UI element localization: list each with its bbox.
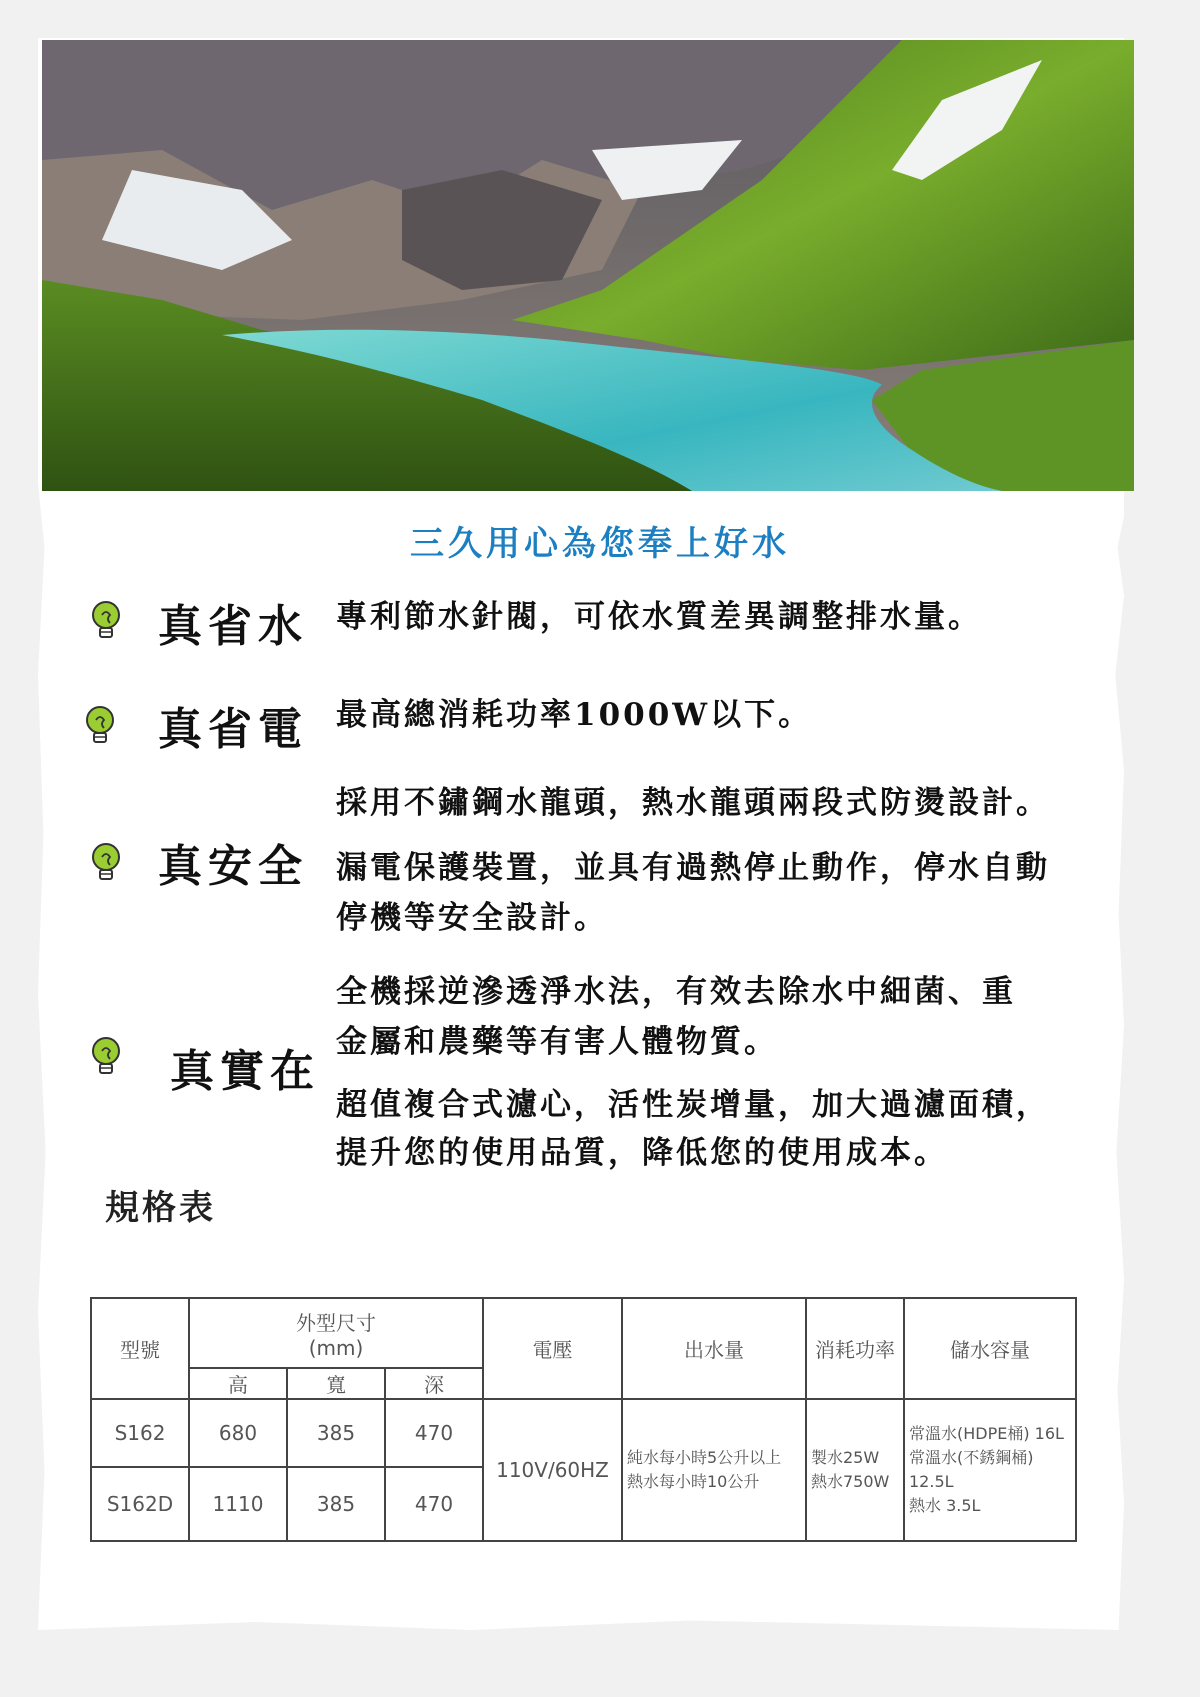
feature-desc-value-1: 全機採逆滲透淨水法，有效去除水中細菌、重 [336,974,1016,1010]
feature-desc-water-saving: 專利節水針閥，可依水質差異調整排水量。 [336,599,982,635]
header-width: 寬 [287,1368,385,1399]
feature-label-safety: 真安全 [158,841,308,892]
feature-label-power-saving: 真省電 [158,704,308,755]
feature-desc-safety-1: 採用不鏽鋼水龍頭，熱水龍頭兩段式防燙設計。 [336,785,1050,821]
cell-output [622,1399,806,1541]
feature-desc-value-2: 金屬和農藥等有害人體物質。 [336,1024,778,1060]
cell-storage [904,1399,1076,1541]
feature-desc-safety-3: 停機等安全設計。 [336,900,608,936]
header-output: 出水量 [622,1298,806,1399]
spec-table-title: 規格表 [105,1188,216,1228]
cell-output-line: 純水每小時5公升以上 [627,1448,782,1467]
feature-label-water-saving: 真省水 [158,601,308,652]
cell-width: 385 [287,1399,385,1467]
header-voltage: 電壓 [483,1298,622,1399]
cell-width: 385 [287,1467,385,1541]
header-storage: 儲水容量 [904,1298,1076,1399]
header-model: 型號 [91,1298,189,1399]
cell-depth: 470 [385,1399,483,1467]
lightbulb-icon [90,1036,122,1076]
table-row [91,1399,1076,1467]
header-height: 高 [189,1368,287,1399]
mountain-lake-photo [42,40,1134,491]
cell-output-line: 熱水每小時10公升 [627,1472,760,1491]
lightbulb-icon [90,842,122,882]
cell-height: 1110 [189,1467,287,1541]
cell-power-line: 熱水750W [811,1472,890,1491]
cell-depth: 470 [385,1467,483,1541]
cell-power [806,1399,904,1541]
cell-storage-line: 常溫水(HDPE桶) 16L [909,1424,1064,1443]
feature-desc-value-4: 提升您的使用品質，降低您的使用成本。 [336,1135,948,1171]
header-dimensions-unit: (mm) [308,1335,364,1360]
feature-desc-value-3: 超值複合式濾心，活性炭增量，加大過濾面積， [336,1087,1050,1123]
cell-model: S162 [91,1399,189,1467]
header-dimensions [189,1298,483,1368]
header-depth: 深 [385,1368,483,1399]
cell-power-line: 製水25W [811,1448,880,1467]
cell-model: S162D [91,1467,189,1541]
slogan-title: 三久用心為您奉上好水 [410,524,790,564]
feature-desc-safety-2: 漏電保護裝置，並具有過熱停止動作，停水自動 [336,850,1050,886]
feature-label-value: 真實在 [170,1046,320,1097]
cell-voltage: 110V/60HZ [483,1399,622,1541]
lightbulb-icon [90,600,122,640]
cell-height: 680 [189,1399,287,1467]
cell-storage-line: 常溫水(不銹鋼桶) [909,1448,1034,1467]
lightbulb-icon [84,705,116,745]
cell-storage-line: 12.5L [909,1472,954,1491]
cell-storage-line: 熱水 3.5L [909,1496,981,1515]
table-header-row [91,1298,1076,1368]
header-dimensions-label: 外型尺寸 [296,1310,376,1335]
spec-table [90,1297,1077,1542]
feature-desc-power-saving: 最高總消耗功率1000W以下。 [336,697,813,733]
header-power: 消耗功率 [806,1298,904,1399]
